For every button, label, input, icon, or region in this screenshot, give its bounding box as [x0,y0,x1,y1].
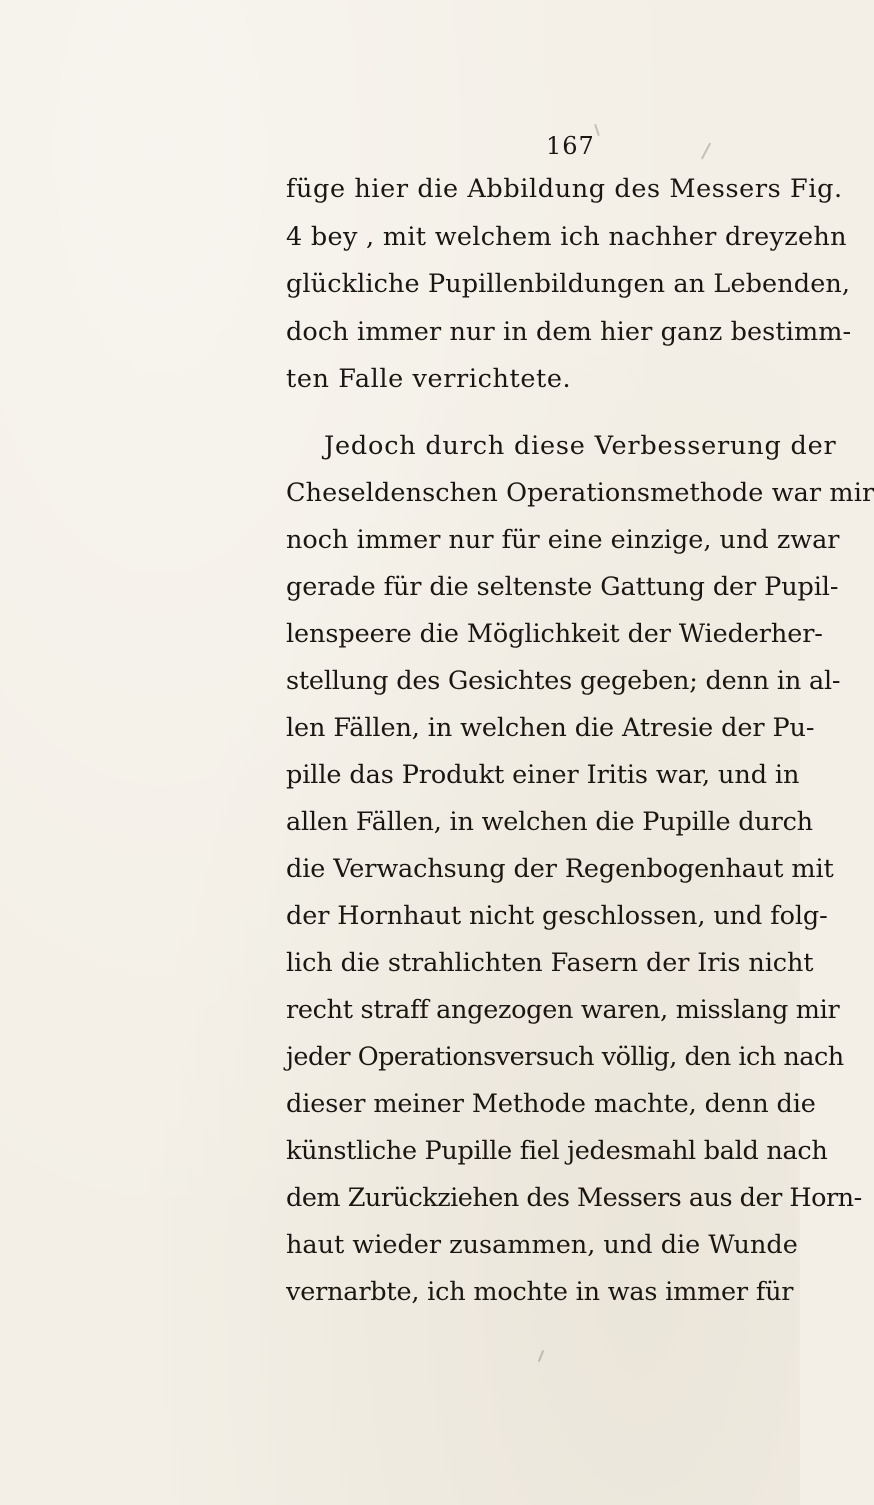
page-number: 167 [546,132,595,160]
text-line: recht straff angezogen waren, misslang mir [286,995,840,1025]
text-line: glückliche Pupillenbildungen an Lebenden, [286,269,851,299]
text-line: Cheseldenschen Operationsmethode war mir [286,478,874,508]
text-line: der Hornhaut nicht geschlossen, und folg- [286,901,828,931]
text-line: dem Zurückziehen des Messers aus der Horn- [286,1183,862,1213]
text-line: gerade für die seltenste Gattung der Pupil- [286,572,839,602]
text-line: die Verwachsung der Regenbogenhaut mit [286,854,834,884]
text-line: allen Fällen, in welchen die Pupille durch [286,807,813,837]
text-line: füge hier die Abbildung des Messers Fig. [286,174,843,204]
text-line: len Fällen, in welchen die Atresie der Pu- [286,713,815,743]
text-line: lenspeere die Möglichkeit der Wiederher- [286,619,823,649]
text-line: ten Falle verrichtete. [286,364,572,394]
text-line: pille das Produkt einer Iritis war, und in [286,760,800,790]
text-line: doch immer nur in dem hier ganz bestimm- [286,317,852,347]
text-line: lich die strahlichten Fasern der Iris nicht [286,948,814,978]
text-line: jeder Operationsversuch völlig, den ich nach [286,1042,844,1072]
text-line: haut wieder zusammen, und die Wunde [286,1230,798,1260]
text-line: künstliche Pupille fiel jedesmahl bald nach [286,1136,828,1166]
text-line: noch immer nur für eine einzige, und zwar [286,525,840,555]
text-line: vernarbte, ich mochte in was immer für [286,1277,794,1307]
text-line: stellung des Gesichtes gegeben; denn in al- [286,666,841,696]
text-line: dieser meiner Methode machte, denn die [286,1089,816,1119]
text-line: Jedoch durch diese Verbesserung der [324,431,837,461]
text-line: 4 bey , mit welchem ich nachher dreyzehn [286,222,847,252]
